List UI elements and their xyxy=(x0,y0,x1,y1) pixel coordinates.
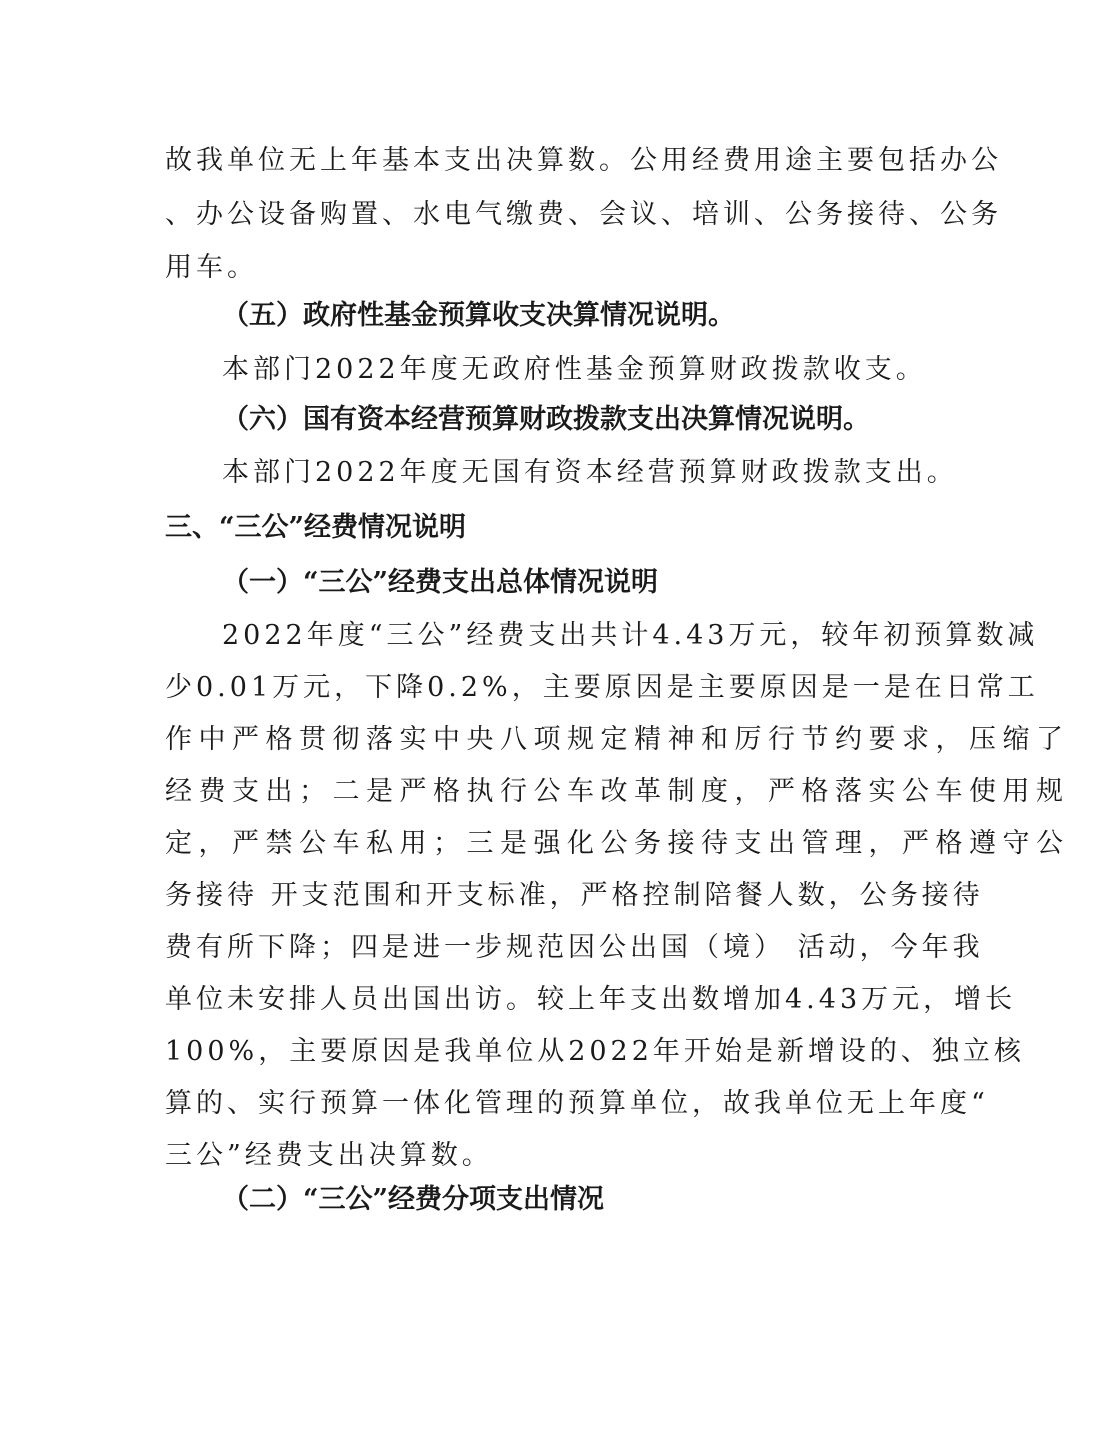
body-text-line: 三公”经费支出决算数。 xyxy=(165,1140,493,1171)
body-text-line: 用车。 xyxy=(165,252,258,283)
body-text-line: 本部门2022年度无政府性基金预算财政拨款收支。 xyxy=(222,354,927,385)
body-text-line: 100%，主要原因是我单位从2022年开始是新增设的、独立核 xyxy=(165,1036,1025,1067)
body-text-line: 本部门2022年度无国有资本经营预算财政拨款支出。 xyxy=(222,457,958,488)
section-heading-5: （五）政府性基金预算收支决算情况说明。 xyxy=(222,300,735,331)
body-text-line: 定，严禁公车私用；三是强化公务接待支出管理，严格遵守公 xyxy=(165,828,1070,859)
body-text-line: 少0.01万元，下降0.2%，主要原因是主要原因是一是在日常工 xyxy=(165,672,1039,703)
part-heading-3: 三、“三公”经费情况说明 xyxy=(165,512,467,543)
body-text-line: 算的、实行预算一体化管理的预算单位，故我单位无上年度“ xyxy=(165,1088,989,1119)
body-text-line: 作中严格贯彻落实中央八项规定精神和厉行节约要求，压缩了 xyxy=(165,724,1070,755)
section-heading-6: （六）国有资本经营预算财政拨款支出决算情况说明。 xyxy=(222,404,870,435)
body-text-line: 经费支出；二是严格执行公车改革制度，严格落实公车使用规 xyxy=(165,776,1070,807)
body-text-line: 费有所下降；四是进一步规范因公出国（境） 活动，今年我 xyxy=(165,932,984,963)
body-text-line: 单位未安排人员出国出访。较上年支出数增加4.43万元，增长 xyxy=(165,984,1017,1015)
subsection-heading-2: （二）“三公”经费分项支出情况 xyxy=(222,1184,605,1215)
subsection-heading-1: （一）“三公”经费支出总体情况说明 xyxy=(222,567,659,598)
body-text-line: 务接待 开支范围和开支标准，严格控制陪餐人数，公务接待 xyxy=(165,880,984,911)
body-text-line: 故我单位无上年基本支出决算数。公用经费用途主要包括办公 xyxy=(165,145,1002,176)
body-text-line: 、办公设备购置、水电气缴费、会议、培训、公务接待、公务 xyxy=(165,199,1002,230)
body-text-line: 2022年度“三公”经费支出共计4.43万元，较年初预算数减 xyxy=(222,620,1039,651)
